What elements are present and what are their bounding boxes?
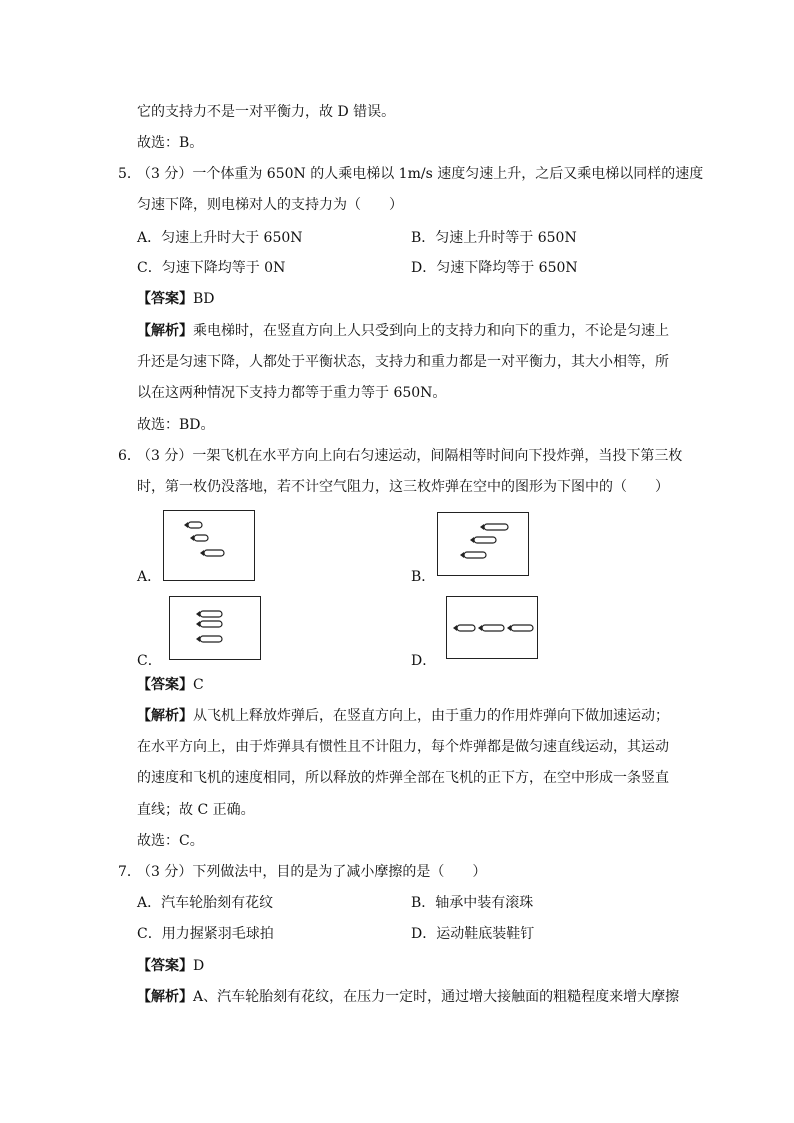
option-d: D．运动鞋底装鞋钉 [411,926,535,942]
bomb-diagram [447,597,536,657]
answer-tag: 【答案】 [137,677,193,693]
explanation-text: A、汽车轮胎刻有花纹，在压力一定时，通过增大接触面的粗糙程度来增大摩擦 [193,989,680,1005]
bomb-icon [460,552,486,558]
bomb-icon [453,625,475,631]
explanation-text: 乘电梯时，在竖直方向上人只受到向上的支持力和向下的重力，不论是匀速上 [193,323,669,339]
text-line: 它的支持力不是一对平衡力，故 D 错误。 [137,104,396,120]
option-b: B．轴承中装有滚珠 [411,895,534,911]
answer-line [137,289,215,309]
explanation-tag: 【解析】 [137,323,193,339]
explanation-line [137,706,669,726]
figure-a [163,510,255,581]
question-text: （3 分）一个体重为 650N 的人乘电梯以 1m/s 速度匀速上升，之后又乘电梯以同样的速度 [137,166,704,182]
explanation-text: 升还是匀速下降，人都处于平衡状态，支持力和重力都是一对平衡力，其大小相等，所 [137,354,669,370]
bomb-icon [480,524,508,530]
question-number: 7． [118,864,141,880]
bomb-icon [196,621,222,627]
question-number: 5． [118,166,141,182]
option-a: A．汽车轮胎刻有花纹 [137,895,274,911]
answer-value: C [193,677,204,693]
bomb-icon [196,611,222,617]
question-text: 时，第一枚仍没落地，若不计空气阻力，这三枚炸弹在空中的图形为下图中的（ ） [137,479,669,495]
answer-tag: 【答案】 [137,958,193,974]
answer-tag: 【答案】 [137,291,193,307]
explanation-text: 从飞机上释放炸弹后，在竖直方向上，由于重力的作用炸弹向下做加速运动； [193,708,669,724]
figure-b [437,512,529,576]
option-c: C．用力握紧羽毛球拍 [137,926,274,942]
figure-label-b: B． [411,569,436,585]
option-c: C．匀速下降均等于 0N [137,260,286,276]
bomb-icon [184,522,202,528]
bomb-diagram [170,597,259,658]
bomb-icon [470,537,496,543]
bomb-icon [200,550,224,556]
bomb-icon [190,535,208,541]
explanation-line [137,987,679,1007]
explanation-text: 直线；故 C 正确。 [137,802,255,818]
choose-line: 故选：BD。 [137,417,215,433]
bomb-icon [196,636,222,642]
question-text: （3 分）一架飞机在水平方向上向右匀速运动，间隔相等时间向下投炸弹，当投下第三枚 [137,448,683,464]
explanation-text: 的速度和飞机的速度相同，所以释放的炸弹全部在飞机的正下方，在空中形成一条竖直 [137,770,669,786]
figure-label-d: D． [411,653,437,669]
explanation-tag: 【解析】 [137,989,193,1005]
question-text: 匀速下降，则电梯对人的支持力为（ ） [137,197,403,213]
answer-value: BD [193,291,215,307]
bomb-icon [478,625,504,631]
figure-label-a: A． [137,569,162,585]
figure-label-c: C． [137,653,162,669]
option-b: B．匀速上升时等于 650N [411,230,577,246]
option-d: D．匀速下降均等于 650N [411,260,578,276]
explanation-text: 在水平方向上，由于炸弹具有惯性且不计阻力，每个炸弹都是做匀速直线运动，其运动 [137,739,669,755]
bomb-icon [507,625,533,631]
answer-line [137,675,204,695]
bomb-diagram [164,511,253,579]
explanation-line [137,321,669,341]
question-number: 6． [118,448,141,464]
question-text: （3 分）下列做法中，目的是为了减小摩擦的是（ ） [137,864,487,880]
answer-value: D [193,958,205,974]
explanation-text: 以在这两种情况下支持力都等于重力等于 650N。 [137,385,447,401]
explanation-tag: 【解析】 [137,708,193,724]
figure-c [169,596,261,660]
answer-line [137,956,204,976]
choose-line: 故选：B。 [137,135,204,151]
bomb-diagram [438,513,527,574]
figure-d [446,596,538,659]
choose-line: 故选：C。 [137,833,204,849]
option-a: A．匀速上升时大于 650N [137,230,303,246]
